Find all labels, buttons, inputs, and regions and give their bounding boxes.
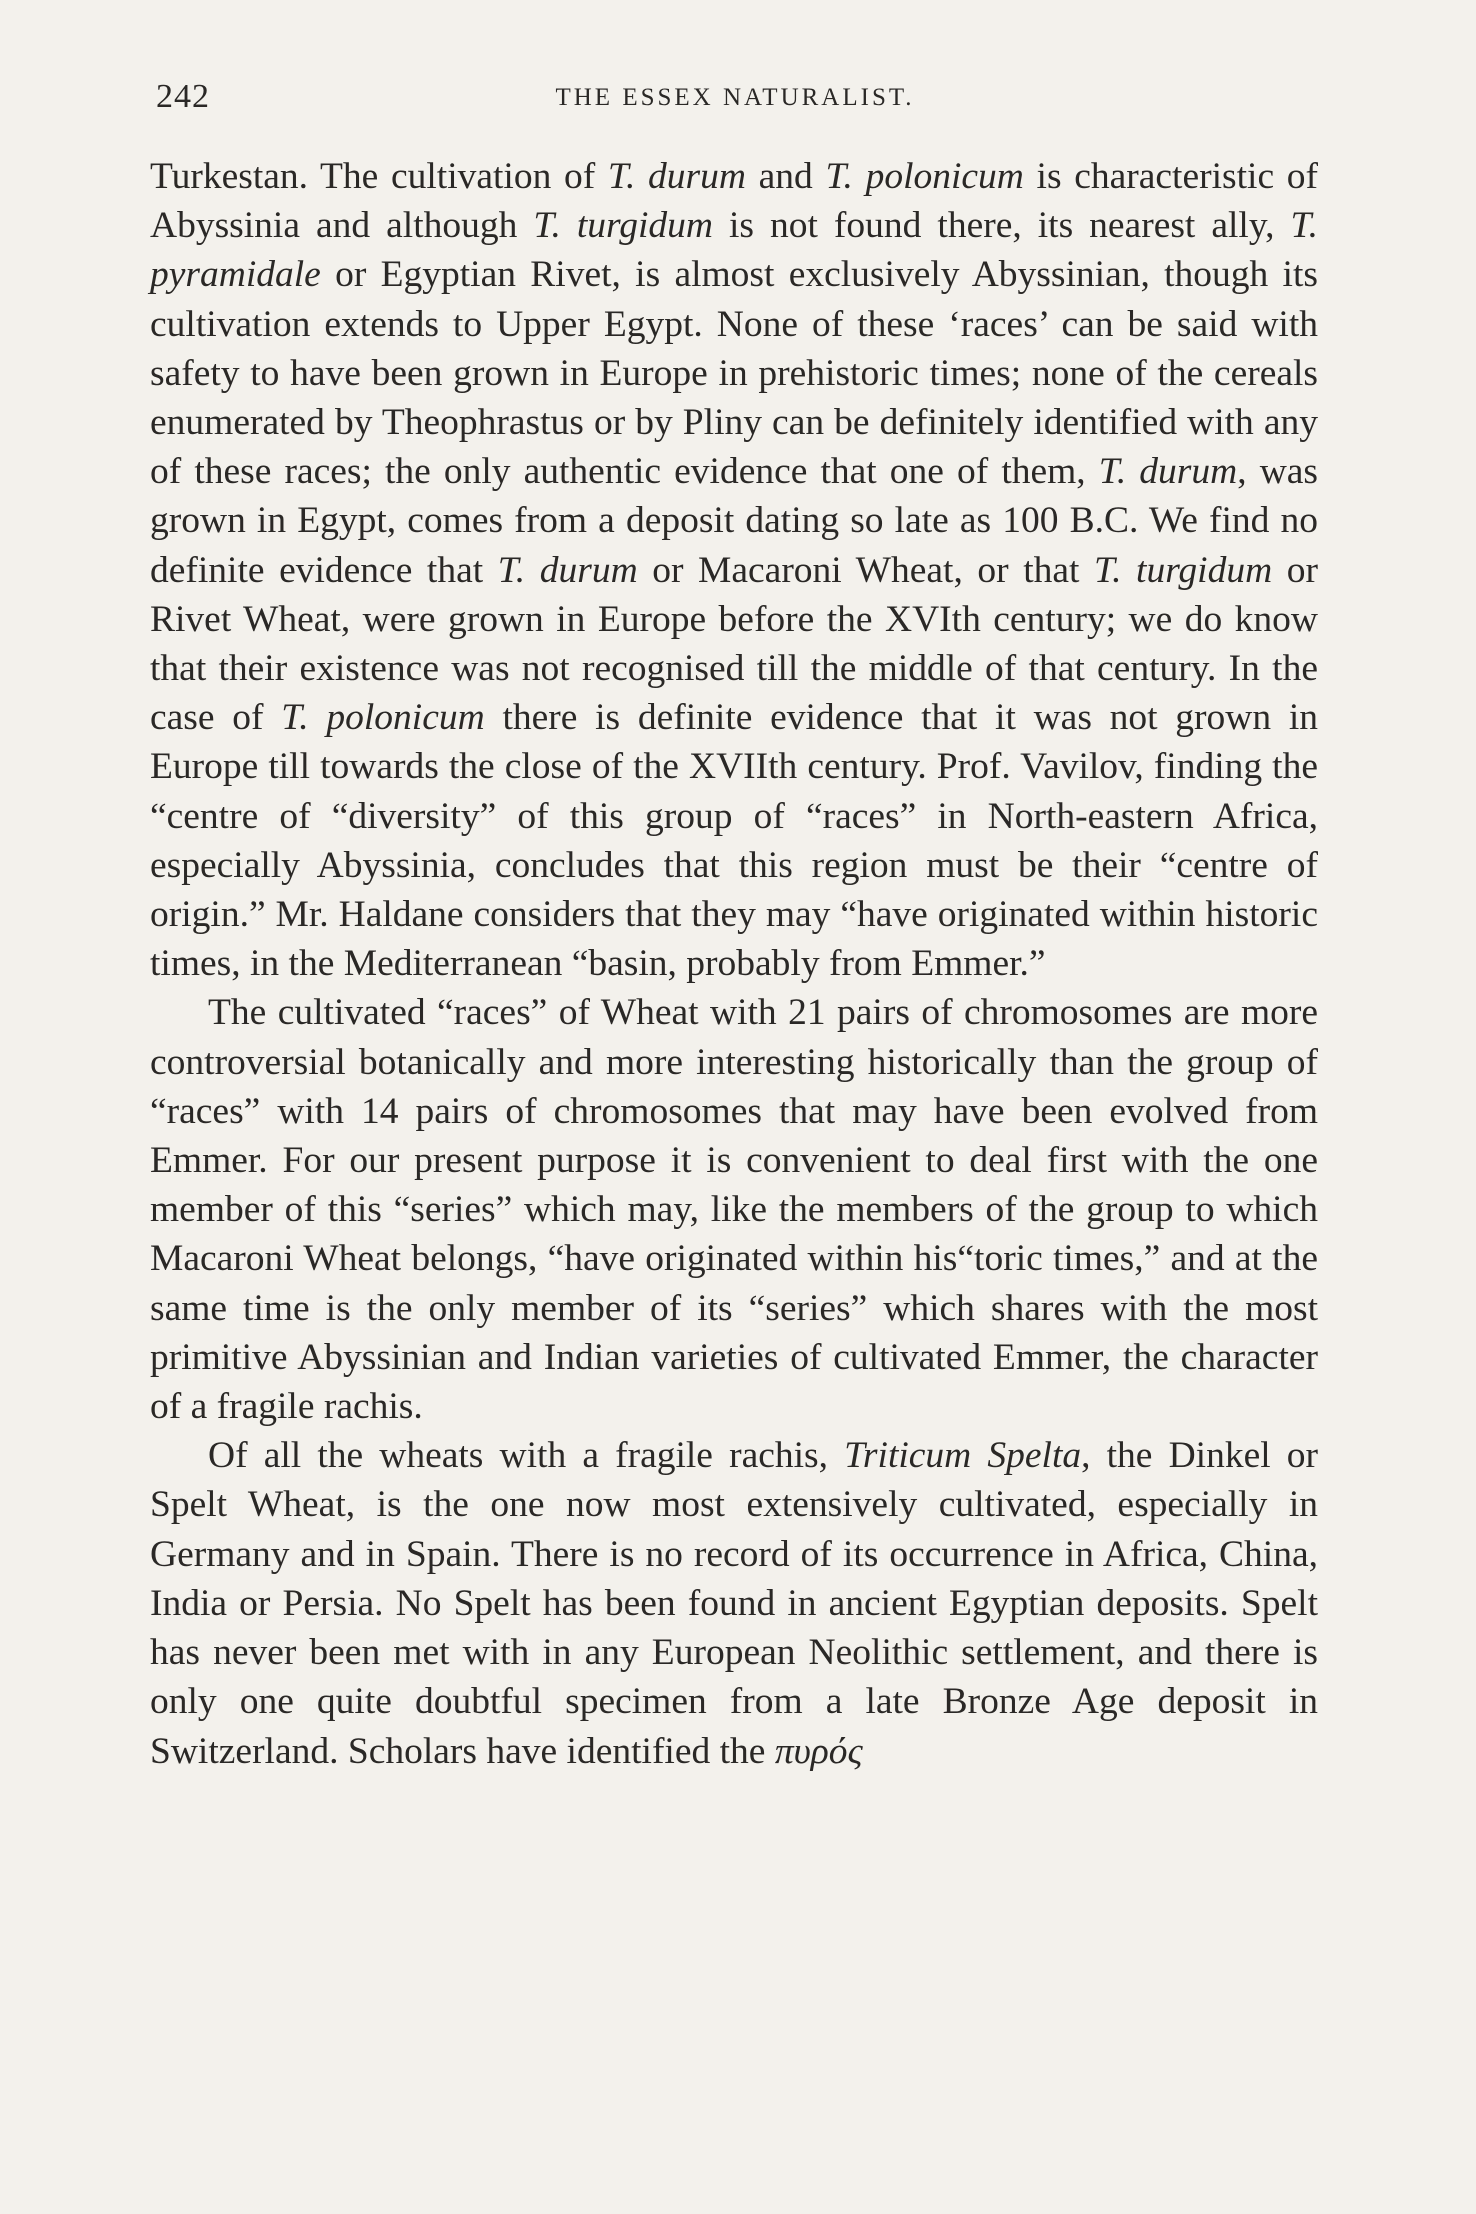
italic-term: T. durum	[1098, 451, 1238, 493]
italic-term: T. polonicum	[281, 697, 485, 739]
page-header	[150, 78, 1320, 124]
text-body	[150, 152, 1318, 1776]
running-title: THE ESSEX NATURALIST.	[555, 84, 915, 111]
paragraph: Of all the wheats with a fragile rachis, Triticum Spelta, the Dinkel or Spelt Wheat, is the one now most extensively cultivated, especially in Germany and in Spain. There is no record of its occurrence in Africa, China, India or Persia. No Spelt has been found in ancient Egyptian deposits. Spelt has never been met with in any European Neolithic settlement, and there is only one quite doubtful specimen from a late Bronze Age deposit in Switzerland. Scholars have identified the πυρός	[150, 1435, 1319, 1772]
italic-term: T. durum	[607, 156, 746, 197]
italic-term: T. pyramidale	[150, 205, 1318, 296]
italic-term: T. turgidum	[533, 205, 713, 247]
italic-term: T. turgidum	[1094, 549, 1273, 591]
italic-term: Triticum Spelta	[844, 1435, 1082, 1477]
paragraph: The cultivated “races” of Wheat with 21 pairs of chromosomes are more controversial botanically and more interesting historically than the group of “races” with 14 pairs of chromosomes that may have been evolved from Emmer. For our present purpose it is convenient to deal first with the one member of this “series” which may, like the members of the group to which Macaroni Wheat belongs, “have originated within his“toric times,” and at the same time is the only member of its “series” which shares with the most primitive Abyssinian and Indian varieties of cultivated Emmer, the character of a fragile rachis.	[150, 992, 1318, 1428]
paragraph: Turkestan. The cultivation of T. durum and T. polonicum is characteristic of Abyssinia and although T. turgidum is not found there, its nearest ally, T. pyramidale or Egyptian Rivet, is almost exclusively Abyssinian, though its cultivation extends to Upper Egypt. None of these ‘races’ can be said with safety to have been grown in Europe in prehistoric times; none of the cereals enumerated by Theophrastus or by Pliny can be definitely identified with any of these races; the only authentic evidence that one of them, T. durum, was grown in Egypt, comes from a deposit dating so late as 100 B.C. We find no definite evidence that T. durum or Macaroni Wheat, or that T. turgidum or Rivet Wheat, were grown in Europe before the XVIth century; we do know that their existence was not recognised till the middle of that century. In the case of T. polonicum there is definite evidence that it was not grown in Europe till towards the close of the XVIIth century. Prof. Vavilov, finding the “centre of “diversity” of this group of “races” in North-eastern Africa, especially Abyssinia, concludes that this region must be their “centre of origin.” Mr. Haldane considers that they may “have originated within historic times, in the Mediterranean “basin, probably from Emmer.”	[150, 156, 1319, 985]
italic-term: T. polonicum	[825, 156, 1024, 197]
italic-term: T. durum	[497, 549, 638, 591]
small-caps-text: B.C.	[1069, 500, 1139, 542]
page-number: 242	[156, 78, 210, 115]
italic-term: πυρός	[774, 1730, 863, 1772]
